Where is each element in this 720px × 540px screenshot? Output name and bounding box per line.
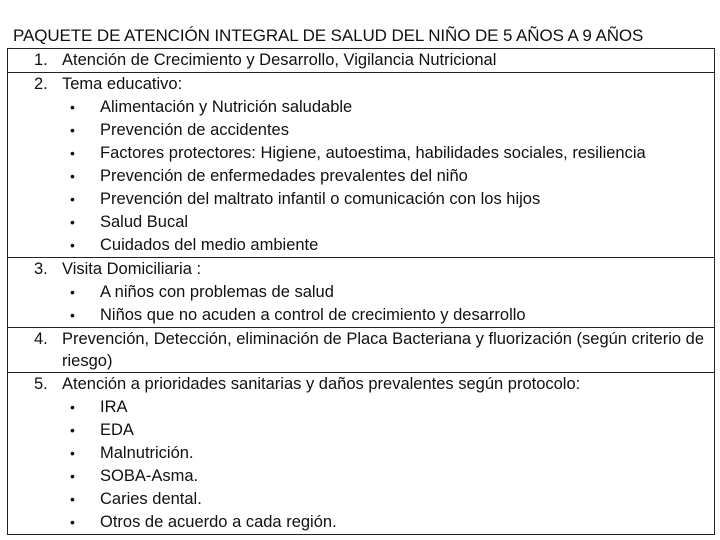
- bullet-icon: •: [70, 422, 75, 438]
- list-item-text: Malnutrición.: [100, 444, 194, 462]
- section-text: Tema educativo:: [62, 75, 183, 93]
- section-text: Atención a prioridades sanitarias y daños prevalentes según protocolo:: [62, 375, 581, 393]
- document: [7, 24, 715, 535]
- section-heading: [8, 328, 714, 372]
- list-item-text: A niños con problemas de salud: [100, 283, 334, 301]
- list-item-text: Prevención de enfermedades prevalentes del niño: [100, 167, 468, 185]
- bullet-icon: •: [70, 445, 75, 461]
- package-table: [7, 48, 715, 535]
- list-item: [8, 419, 714, 442]
- section-number: 2.: [34, 75, 48, 93]
- list-item: [8, 211, 714, 234]
- bullet-icon: •: [70, 284, 75, 300]
- section-text: Prevención, Detección, eliminación de Placa Bacteriana y fluorización (según criterio de riesgo): [62, 330, 705, 370]
- bullet-icon: •: [70, 468, 75, 484]
- bullet-icon: •: [70, 214, 75, 230]
- bullet-icon: •: [70, 491, 75, 507]
- table-row: [8, 258, 715, 328]
- list-item-text: Niños que no acuden a control de crecimiento y desarrollo: [100, 306, 526, 324]
- section-1-cell: [8, 49, 715, 73]
- section-heading: [8, 258, 714, 281]
- bullet-icon: •: [70, 399, 75, 415]
- list-item: [8, 304, 714, 327]
- list-item: [8, 165, 714, 188]
- list-item: [8, 119, 714, 142]
- section-2-cell: [8, 73, 715, 258]
- bullet-icon: •: [70, 307, 75, 323]
- list-item-text: Prevención de accidentes: [100, 121, 289, 139]
- bullet-icon: •: [70, 122, 75, 138]
- bullet-icon: •: [70, 514, 75, 530]
- bullet-icon: •: [70, 168, 75, 184]
- list-item-text: Caries dental.: [100, 490, 202, 508]
- list-item: [8, 188, 714, 211]
- bullet-icon: •: [70, 99, 75, 115]
- list-item-text: SOBA-Asma.: [100, 467, 199, 485]
- section-number: 1.: [34, 51, 48, 69]
- section-3-cell: [8, 258, 715, 328]
- list-item: [8, 442, 714, 465]
- list-item-text: EDA: [100, 421, 134, 439]
- section-5-cell: [8, 373, 715, 535]
- bullet-icon: •: [70, 145, 75, 161]
- section-text: Atención de Crecimiento y Desarrollo, Vigilancia Nutricional: [62, 51, 497, 69]
- section-text: Visita Domiciliaria :: [62, 260, 202, 278]
- list-item: [8, 465, 714, 488]
- list-item-text: Factores protectores: Higiene, autoestima, habilidades sociales, resiliencia: [100, 144, 646, 162]
- section-4-cell: [8, 328, 715, 373]
- list-item-text: Alimentación y Nutrición saludable: [100, 98, 353, 116]
- section-heading: [8, 373, 714, 396]
- list-item-text: Salud Bucal: [100, 213, 189, 231]
- list-item: [8, 396, 714, 419]
- list-item: [8, 142, 714, 165]
- table-row: [8, 328, 715, 373]
- list-item: [8, 234, 714, 257]
- page-title: PAQUETE DE ATENCIÓN INTEGRAL DE SALUD DEL NIÑO DE 5 AÑOS A 9 AÑOS: [13, 26, 644, 45]
- list-item-text: Otros de acuerdo a cada región.: [100, 513, 337, 531]
- bullet-icon: •: [70, 191, 75, 207]
- list-item: [8, 96, 714, 119]
- list-item-text: Cuidados del medio ambiente: [100, 236, 319, 254]
- section-heading: [8, 49, 714, 72]
- list-item: [8, 511, 714, 534]
- section-number: 5.: [34, 375, 48, 393]
- list-item: [8, 281, 714, 304]
- section-number: 4.: [34, 330, 48, 348]
- section-heading: [8, 73, 714, 96]
- table-row: [8, 73, 715, 258]
- table-row: [8, 373, 715, 535]
- list-item-text: Prevención del maltrato infantil o comunicación con los hijos: [100, 190, 541, 208]
- list-item: [8, 488, 714, 511]
- section-number: 3.: [34, 260, 48, 278]
- bullet-icon: •: [70, 237, 75, 253]
- table-row: [8, 49, 715, 73]
- list-item-text: IRA: [100, 398, 128, 416]
